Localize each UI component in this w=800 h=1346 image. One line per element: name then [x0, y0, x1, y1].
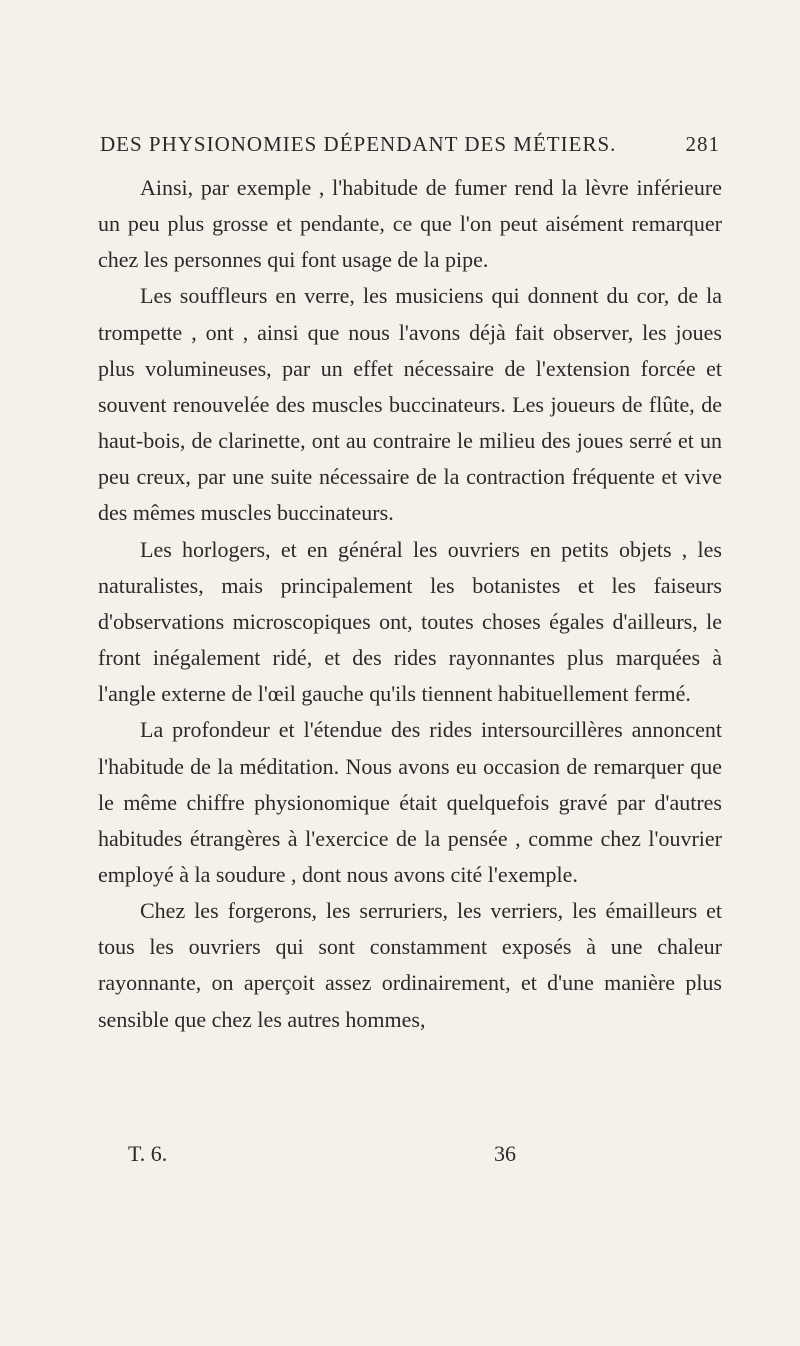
- paragraph-smoking: Ainsi, par exemple , l'habitude de fumer rend la lèvre inférieure un peu plus grosse et pendante, ce que l'on peut aisément remarquer chez les personnes qui font usage de la pipe.: [98, 175, 722, 273]
- running-head: [100, 132, 720, 162]
- paragraph-meditation: La profondeur et l'étendue des rides intersourcillères annoncent l'habitude de la méditation. Nous avons eu occasion de remarquer que le même chiffre physionomique était quelquefois gravé par d'autres habitudes étrangères à l'exercice de la pensée , comme chez l'ouvrier employé à la soudure , dont nous avons cité l'exemple.: [98, 717, 722, 887]
- volume-signature: T. 6.: [128, 1141, 168, 1166]
- body-text: [98, 170, 722, 1038]
- paragraph-watchmakers: Les horlogers, et en général les ouvriers en petits objets , les naturalistes, mais principalement les botanistes et les faiseurs d'observations microscopiques ont, toutes choses égales d'ailleurs, le front inégalement ridé, et des rides rayonnantes plus marquées à l'angle externe de l'œil gauche qu'ils tiennent habituellement fermé.: [98, 536, 722, 707]
- sheet-number: 36: [494, 1141, 516, 1166]
- page-footer: [100, 1141, 660, 1173]
- paragraph-musicians: Les souffleurs en verre, les musiciens qui donnent du cor, de la trompette , ont , ainsi que nous l'avons déjà fait observer, les joues plus volumineuses, par un effet nécessaire de l'extension forcée et souvent renouvelée des muscles buccinateurs. Les joueurs de flûte, de haut-bois, de clarinette, ont au contraire le milieu des joues serré et un peu creux, par une suite nécessaire de la contraction fréquente et vive des mêmes muscles buccinateurs.: [98, 283, 722, 526]
- paragraph-blacksmiths: Chez les forgerons, les serruriers, les verriers, les émailleurs et tous les ouvriers qui sont constamment exposés à une chaleur rayonnante, on aperçoit assez ordinairement, et d'une manière plus sensible que chez les autres hommes,: [98, 898, 722, 1032]
- page-number: 281: [685, 132, 720, 156]
- running-title: DES PHYSIONOMIES DÉPENDANT DES MÉTIERS.: [100, 132, 617, 156]
